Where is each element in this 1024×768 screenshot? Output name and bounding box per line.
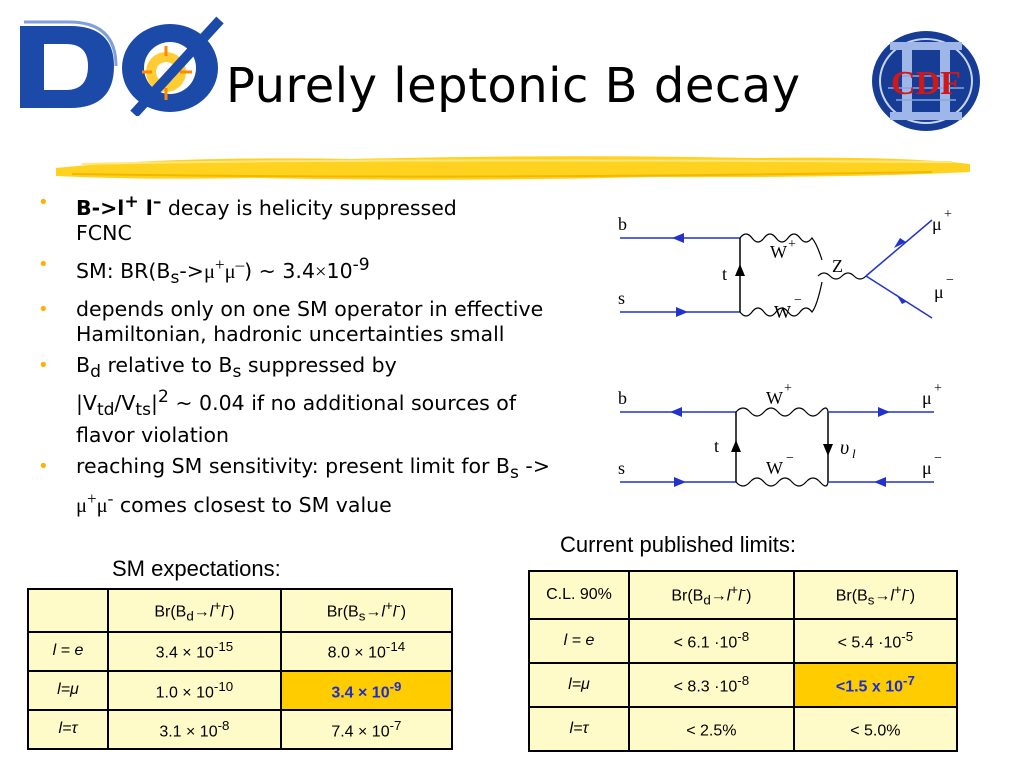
cdf-logo [868, 28, 984, 134]
table-cell: $3.1 \times 10^{-8}$ [108, 710, 281, 749]
svg-text:+: + [934, 381, 942, 396]
page-title: Purely leptonic B decay [226, 58, 801, 114]
svg-text:W: W [766, 458, 783, 478]
table-cell: < 2.5% [629, 707, 794, 751]
table-row [529, 663, 957, 707]
bullet-list [38, 190, 558, 525]
table-cell: l=μ [28, 671, 108, 710]
svg-text:−: − [786, 451, 794, 466]
d0-logo [14, 16, 228, 116]
svg-text:−: − [946, 273, 954, 288]
feynman-diagram-box [600, 378, 960, 498]
highlighted-cell: $3.4 \times 10^{-9}$ [281, 671, 452, 710]
table-row [28, 632, 452, 671]
bullet-dot-icon: • [38, 192, 49, 213]
table-header-bd: $Br(B_d\to l^+l^-)$ [629, 571, 794, 619]
table-header-cl: C.L. 90% [529, 571, 629, 619]
bullet-item: • SM: $BR(B_s->\mu^+\mu^-)$ ~ $3.4\times 10^{-9}$ [38, 253, 370, 288]
bullet-item: • reaching SM sensitivity: present limit for $B_s -> \mu^+\mu^-$ comes closest to SM value [38, 453, 550, 517]
svg-text:+: + [788, 237, 796, 252]
cdf-text: CDF [891, 65, 961, 102]
table-row [28, 671, 452, 710]
bullet-item: • depends only on one SM operator in effective Hamiltonian, hadronic uncertainties small [38, 296, 544, 346]
published-limits-table [528, 570, 958, 752]
bullet-dot-icon: • [38, 298, 49, 320]
svg-text:s: s [618, 458, 626, 478]
table-cell: l = e [28, 632, 108, 671]
table-row [28, 710, 452, 749]
table-header-bd: $Br(B_d\to l^+l^-)$ [108, 589, 281, 632]
table-cell: < $8.3 \cdot 10^{-8}$ [629, 663, 794, 707]
svg-text:Z: Z [832, 256, 843, 276]
table-header-bs: $Br(B_s\to l^+l^-)$ [794, 571, 957, 619]
svg-text:b: b [618, 214, 627, 234]
svg-text:μ: μ [934, 282, 944, 302]
svg-text:υ: υ [840, 437, 850, 459]
table-row [529, 619, 957, 663]
table-cell: < 5.0% [794, 707, 957, 751]
sm-expectations-table [27, 588, 453, 750]
table-cell [28, 589, 108, 632]
svg-text:μ: μ [922, 388, 932, 408]
table-cell: $8.0 \times 10^{-14}$ [281, 632, 452, 671]
svg-text:W: W [770, 242, 787, 262]
table-cell: < $6.1 \cdot 10^{-8}$ [629, 619, 794, 663]
table-cell: l = e [529, 619, 629, 663]
highlighted-cell: <1.5 x $10^{-7}$ [794, 663, 957, 707]
svg-text:+: + [784, 381, 792, 396]
svg-text:b: b [618, 388, 627, 408]
bullet-dot-icon: • [38, 253, 49, 275]
svg-text:W: W [774, 302, 791, 322]
bullet-item: • B->l+ l– decay is helicity suppressed FCNC [38, 192, 457, 245]
table-cell: < $5.4 \cdot 10^{-5}$ [794, 619, 957, 663]
table-cell: $7.4 \times 10^{-7}$ [281, 710, 452, 749]
svg-text:t: t [714, 436, 720, 456]
svg-text:−: − [794, 293, 802, 308]
svg-text:+: + [944, 207, 952, 222]
feynman-diagram-penguin [600, 198, 960, 328]
svg-text:l: l [852, 446, 856, 461]
bullet-dot-icon: • [38, 354, 49, 376]
svg-text:μ: μ [932, 214, 942, 234]
table-row [529, 707, 957, 751]
limits-table-label: Current published limits: [560, 532, 796, 557]
table-row [28, 589, 452, 632]
svg-text:W: W [766, 388, 783, 408]
table-cell: l=τ [28, 710, 108, 749]
table-header-bs: $Br(B_s\to l^+l^-)$ [281, 589, 452, 632]
svg-text:−: − [934, 451, 942, 466]
title-underline-brush [52, 150, 974, 186]
table-cell: $3.4 \times 10^{-15}$ [108, 632, 281, 671]
table-cell: $1.0 \times 10^{-10}$ [108, 671, 281, 710]
table-cell: l=μ [529, 663, 629, 707]
table-cell: l=τ [529, 707, 629, 751]
sm-table-label: SM expectations: [112, 556, 281, 581]
bullet-item: • $B_d$ relative to $B_s$ suppressed by $|V_{td}/V_{ts}|^2$ ~ 0.04 if no additional sources of flavor violation [38, 352, 517, 447]
table-row [529, 571, 957, 619]
svg-text:s: s [618, 288, 626, 308]
svg-text:t: t [722, 264, 728, 284]
bullet-dot-icon: • [38, 455, 49, 477]
svg-text:μ: μ [922, 458, 932, 478]
